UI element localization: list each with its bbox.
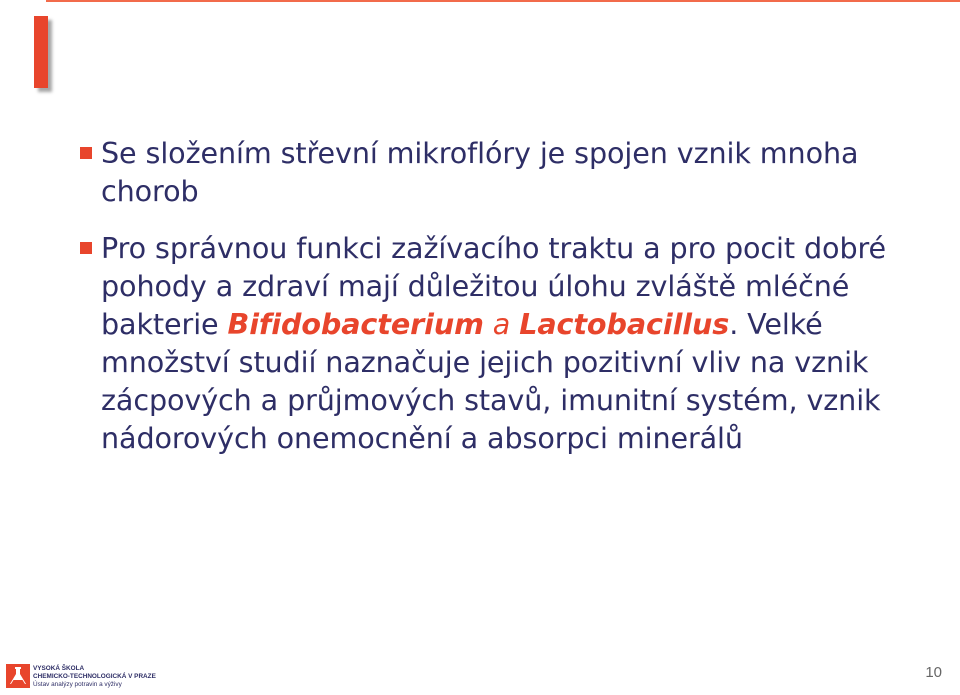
bullet-text-2-start: Pro správnou funkci zažívacího traktu a pro pocit dobré pohody a zdraví mají důležitou úlohu zvláště mléčné bakterie — [101, 231, 887, 341]
slide-content — [80, 134, 950, 457]
department-name: Ústav analýzy potravin a výživy — [33, 681, 122, 688]
bullet-item-1 — [80, 134, 950, 210]
bullet-text-1: Se složením střevní mikroflóry je spojen vznik mnoha chorob — [101, 136, 859, 208]
institution-name-line2: CHEMICKO-TECHNOLOGICKÁ V PRAZE — [33, 673, 156, 680]
title-accent-bar — [34, 16, 48, 88]
vscht-flask-logo-icon — [6, 664, 30, 688]
square-bullet-icon — [80, 242, 92, 254]
top-border-line — [46, 0, 960, 2]
bullet-text-2-end: . Velké množství studií naznačuje jejich pozitivní vliv na vznik zácpových a průjmových stavů, imunitní systém, vznik nádorových onemocnění a absorpci minerálů — [101, 307, 881, 455]
bullet-item-2 — [80, 229, 950, 457]
square-bullet-icon — [80, 147, 92, 159]
institution-footer — [33, 665, 156, 689]
page-number: 10 — [925, 664, 942, 681]
institution-name-line1: VYSOKÁ ŠKOLA — [33, 665, 85, 672]
genus-lactobacillus: Lactobacillus — [519, 307, 730, 341]
genus-connector: a — [483, 307, 520, 341]
genus-bifidobacterium: Bifidobacterium — [227, 307, 484, 341]
